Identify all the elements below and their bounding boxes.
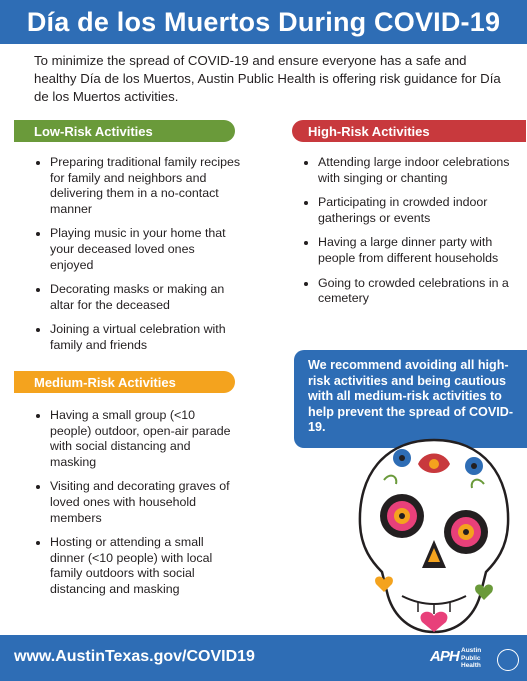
flower-icon: [393, 449, 411, 467]
low-risk-heading: Low-Risk Activities: [14, 120, 235, 142]
list-item: Going to crowded celebrations in a cemetery: [304, 276, 514, 307]
list-item: Preparing traditional family recipes for family and neighbors and delivering them in a no-contact manner: [36, 155, 241, 217]
recommendation-callout: We recommend avoiding all high-risk activities and being cautious with all medium-risk activities to help prevent the spread of COVID-19.: [294, 350, 527, 448]
right-eye-flower: [444, 510, 488, 554]
list-item: Decorating masks or making an altar for the deceased: [36, 282, 241, 313]
flower-icon: [465, 457, 483, 475]
list-item: Attending large indoor celebrations with singing or chanting: [304, 155, 514, 186]
aph-logo-mark: APH: [430, 648, 459, 665]
high-risk-heading: High-Risk Activities: [292, 120, 526, 142]
list-item: Having a small group (<10 people) outdoor, open-air parade with social distancing and masking: [36, 408, 236, 470]
list-item: Participating in crowded indoor gatherings or events: [304, 195, 514, 226]
list-item: Hosting or attending a small dinner (<10 people) with local family outdoors with social distancing and masking: [36, 535, 236, 597]
aph-logo-name: Austin Public Health: [461, 647, 482, 669]
header-banner: [0, 0, 527, 44]
footer-url-link[interactable]: www.AustinTexas.gov/COVID19: [14, 648, 255, 665]
list-item: Joining a virtual celebration with family and friends: [36, 322, 241, 353]
city-seal-icon: [497, 649, 519, 671]
aph-logo: [430, 646, 486, 676]
page-title: Día de los Muertos During COVID-19: [26, 6, 501, 37]
sugar-skull-illustration: [354, 436, 514, 635]
list-item: Playing music in your home that your deceased loved ones enjoyed: [36, 226, 241, 273]
intro-paragraph: To minimize the spread of COVID-19 and ensure everyone has a safe and healthy Día de los Muertos, Austin Public Health is offering risk guidance for Día de los Muertos activities.: [34, 53, 501, 104]
left-eye-flower: [380, 494, 424, 538]
high-risk-list: [304, 155, 514, 316]
list-item: Visiting and decorating graves of loved ones with household members: [36, 479, 236, 526]
list-item: Having a large dinner party with people from different households: [304, 235, 514, 266]
medium-risk-list: [36, 408, 236, 607]
low-risk-list: [36, 155, 241, 363]
medium-risk-heading: Medium-Risk Activities: [14, 371, 235, 393]
